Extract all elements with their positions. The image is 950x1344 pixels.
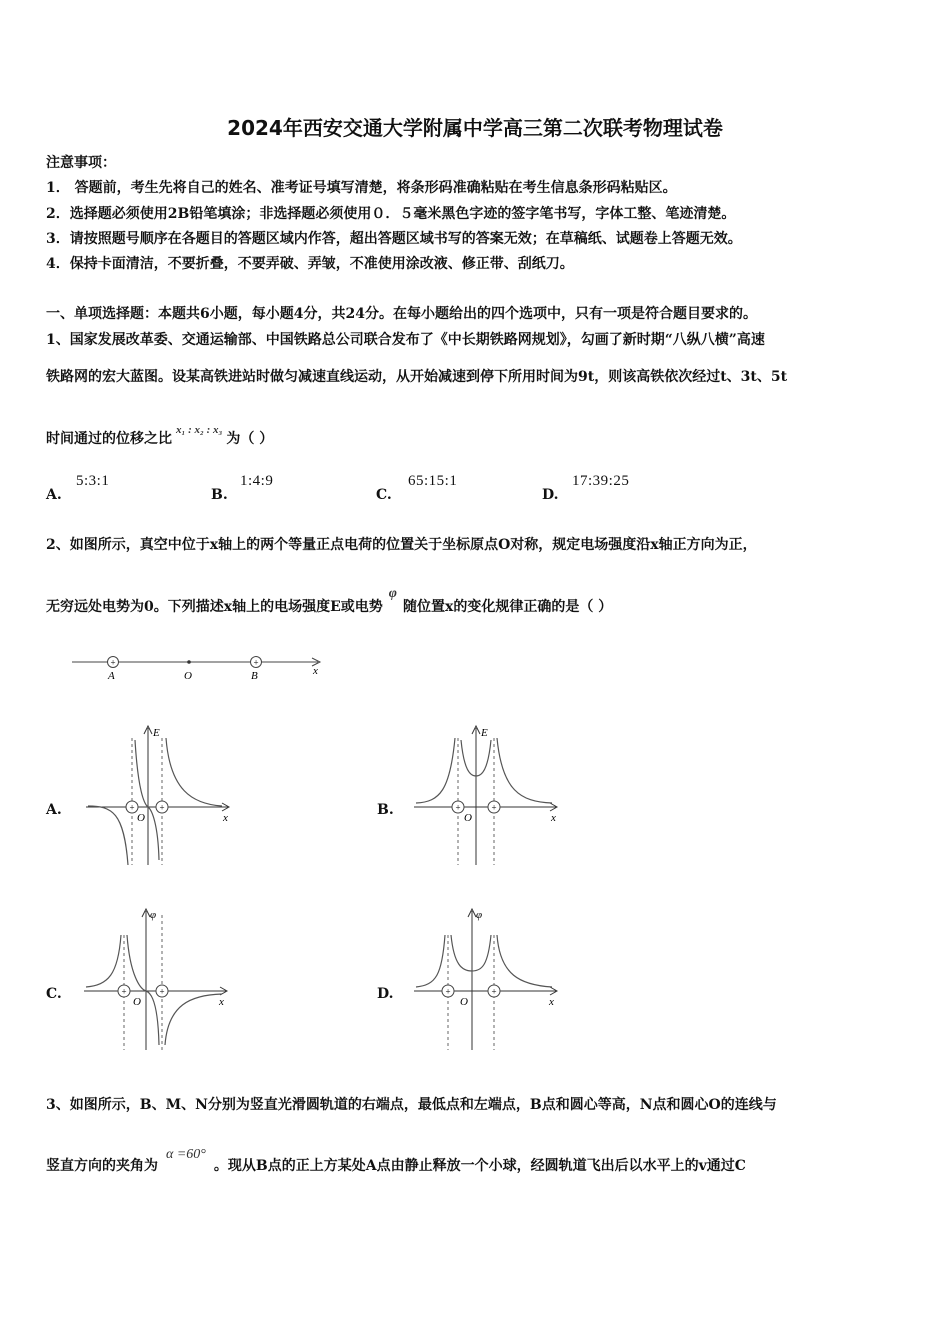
q2-line2-text: 无穷远处电势为0。下列描述x轴上的电场强度E或电势 (46, 599, 383, 615)
graph-c-curve-right (165, 994, 222, 1045)
q1-option-d-value: 17:39:25 (572, 473, 630, 489)
graph-b-label-e: E (481, 727, 488, 739)
graph-d-curve-left (416, 935, 445, 987)
q2-line1: 2、如图所示，真空中位于x轴上的两个等量正点电荷的位置关于坐标原点O对称，规定电场强度沿x轴正方向为正， (46, 537, 757, 553)
graph-a-plus-right: + (159, 802, 165, 813)
graph-d-curve-right (497, 935, 552, 987)
graph-b (410, 720, 570, 870)
graph-a-curve-right (166, 738, 222, 806)
q2-line2 (46, 586, 613, 616)
q1-option-a-letter[interactable]: A. (46, 487, 62, 503)
q1-option-a-value: 5:3:1 (76, 473, 110, 489)
graph-c-label-phi: φ (150, 909, 157, 921)
label-o: O (184, 670, 192, 682)
graph-c (80, 905, 240, 1055)
q1-option-c-value: 65:15:1 (408, 473, 458, 489)
graph-d-label-phi: φ (476, 909, 483, 921)
note-item-3: 3．请按照题号顺序在各题目的答题区域内作答，超出答题区域书写的答案无效；在草稿纸、试题卷上答题无效。 (46, 231, 742, 247)
graph-c-curve-left (86, 935, 121, 987)
q3-line2-end: 。现从B点的正上方某处A点由静止释放一个小球，经圆轨道飞出后以水平上的v通过C (213, 1158, 746, 1174)
origin-dot (187, 660, 191, 664)
q1-line1: 1、国家发展改革委、交通运输部、中国铁路总公司联合发布了《中长期铁路网规划》，勾画了新时期“八纵八横”高速 (46, 332, 765, 348)
q2-option-c-letter[interactable]: C. (46, 986, 62, 1002)
charge-b-plus: + (253, 657, 259, 668)
graph-a (82, 720, 242, 870)
q2-line2-end: 随位置x的变化规律正确的是（ ） (402, 599, 613, 615)
graph-a-label-o: O (137, 812, 145, 824)
graph-d-curve-mid (451, 935, 491, 971)
notes-heading: 注意事项： (46, 155, 116, 171)
graph-c-plus-left: + (121, 986, 127, 997)
graph-c-curve-mid (127, 935, 159, 1045)
label-x: x (313, 665, 318, 677)
q3-line2-text: 竖直方向的夹角为 (46, 1158, 158, 1174)
q1-option-d-letter[interactable]: D. (542, 487, 559, 503)
graph-d-label-o: O (460, 996, 468, 1008)
charge-a (108, 657, 119, 668)
graph-b-curve-right (497, 738, 552, 803)
q1-line2: 铁路网的宏大蓝图。设某高铁进站时做匀减速直线运动，从开始减速到停下所用时间为9t，则该高铁依次经过t、3t、5t (46, 369, 788, 385)
graph-c-label-x: x (219, 996, 224, 1008)
q2-option-a-letter[interactable]: A. (46, 802, 62, 818)
charge-a-plus: + (110, 657, 116, 668)
q1-line3 (46, 424, 274, 448)
graph-b-plus-right: + (491, 802, 497, 813)
graph-d-plus-right: + (491, 986, 497, 997)
note-item-2: 2．选择题必须使用2B铅笔填涂；非选择题必须使用０．５毫米黑色字迹的签字笔书写，字体工整、笔迹清楚。 (46, 206, 736, 222)
note-item-4: 4．保持卡面清洁，不要折叠，不要弄破、弄皱，不准使用涂改液、修正带、刮纸刀。 (46, 256, 574, 272)
q3-line1: 3、如图所示，B、M、N分别为竖直光滑圆轨道的右端点，最低点和左端点，B点和圆心等高，N点和圆心O的连线与 (46, 1097, 777, 1113)
q2-option-b-letter[interactable]: B. (377, 802, 394, 818)
q3-line2 (46, 1147, 746, 1175)
graph-d (410, 905, 570, 1055)
q2-option-d-letter[interactable]: D. (377, 986, 394, 1002)
graph-a-label-x: x (223, 812, 228, 824)
graph-b-plus-left: + (455, 802, 461, 813)
graph-d-plus-left: + (445, 986, 451, 997)
q1-line3-text: 时间通过的位移之比 (46, 431, 172, 447)
charge-b (251, 657, 262, 668)
graph-a-curve-left (88, 806, 128, 865)
charge-axis-diagram (66, 648, 336, 684)
graph-b-label-x: x (551, 812, 556, 824)
q1-ratio: x₁ : x₂ : x₃ (176, 424, 223, 436)
q1-option-b-letter[interactable]: B. (211, 487, 228, 503)
phi-symbol: φ (388, 586, 397, 601)
graph-d-label-x: x (549, 996, 554, 1008)
graph-b-label-o: O (464, 812, 472, 824)
q1-option-c-letter[interactable]: C. (376, 487, 392, 503)
label-a: A (108, 670, 115, 682)
q3-angle: α =60° (166, 1147, 206, 1162)
q1-option-b-value: 1:4:9 (240, 473, 274, 489)
label-b: B (251, 670, 258, 682)
graph-c-label-o: O (133, 996, 141, 1008)
graph-a-label-e: E (153, 727, 160, 739)
q1-line3-end: 为（ ） (226, 431, 274, 447)
page-title: 2024年西安交通大学附属中学高三第二次联考物理试卷 (227, 116, 723, 140)
graph-c-plus-right: + (159, 986, 165, 997)
note-item-1: 1． 答题前，考生先将自己的姓名、准考证号填写清楚，将条形码准确粘贴在考生信息条形码粘贴区。 (46, 180, 677, 196)
section-heading: 一、单项选择题：本题共6小题，每小题4分，共24分。在每小题给出的四个选项中，只有一项是符合题目要求的。 (46, 306, 757, 322)
graph-a-curve-mid (135, 740, 159, 860)
graph-a-plus-left: + (129, 802, 135, 813)
graph-b-curve-left (416, 738, 455, 803)
